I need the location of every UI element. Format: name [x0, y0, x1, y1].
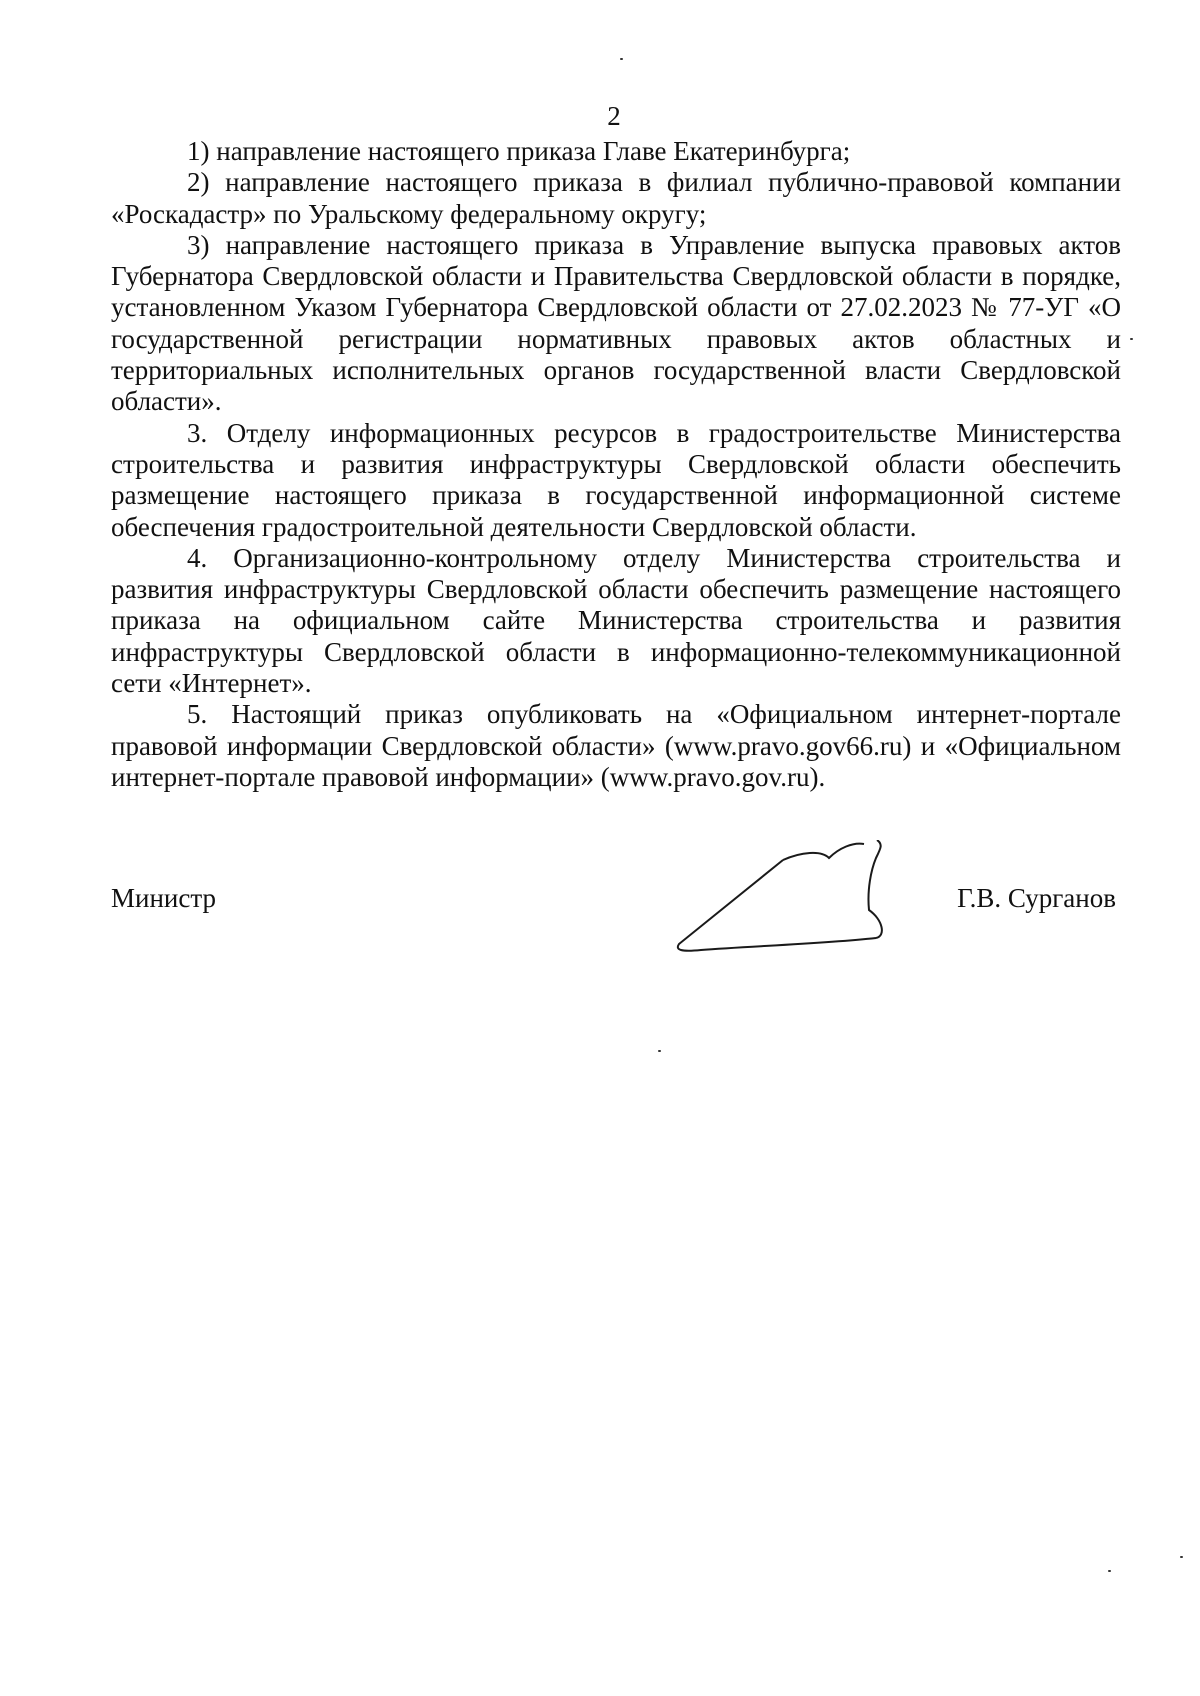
scan-speck — [1108, 1570, 1111, 1572]
paragraph-clause-5: 5. Настоящий приказ опубликовать на «Официальном интернет-портале правовой информации Свердловской области» (www.pravo.gov66.ru) и «Официальном интернет-портале правовой информации» (www.pravo.gov.ru). — [111, 699, 1121, 792]
paragraph-item-2: 2) направление настоящего приказа в филиал публично-правовой компании «Роскадастр» по Уральскому федеральному округу; — [111, 167, 1121, 229]
signature-block — [111, 880, 1116, 990]
paragraph-clause-4: 4. Организационно-контрольному отделу Министерства строительства и развития инфраструктуры Свердловской области обеспечить размещение настоящего приказа на официальном сайте Министерства строительства и развития инфраструктуры Свердловской области в информационно-телекоммуникационной сети «Интернет». — [111, 542, 1121, 699]
scan-speck — [1130, 338, 1133, 340]
paragraph-item-1: 1) направление настоящего приказа Главе Екатеринбурга; — [187, 136, 851, 166]
paragraph-clause-3: 3. Отделу информационных ресурсов в градостроительстве Министерства строительства и развития инфраструктуры Свердловской области обеспечить размещение настоящего приказа в государственной информационной системе обеспечения градостроительной деятельности Свердловской области. — [111, 417, 1121, 542]
scan-speck — [1180, 1556, 1183, 1558]
paragraph-item-3: 3) направление настоящего приказа в Управление выпуска правовых актов Губернатора Свердловской области и Правительства Свердловской области в порядке, установленном Указом Губернатора Свердловской области от 27.02.2023 № 77-УГ «О государственной регистрации нормативных правовых актов областных и территориальных исполнительных органов государственной власти Свердловской области». — [111, 229, 1121, 417]
handwritten-signature-icon — [671, 840, 951, 970]
scan-speck — [658, 1050, 661, 1052]
order-body — [111, 136, 1121, 793]
page-number: 2 — [607, 101, 621, 131]
signatory-name: Г.В. Сурганов — [957, 883, 1116, 913]
scan-speck — [620, 58, 623, 60]
signatory-title: Министр — [111, 883, 216, 913]
